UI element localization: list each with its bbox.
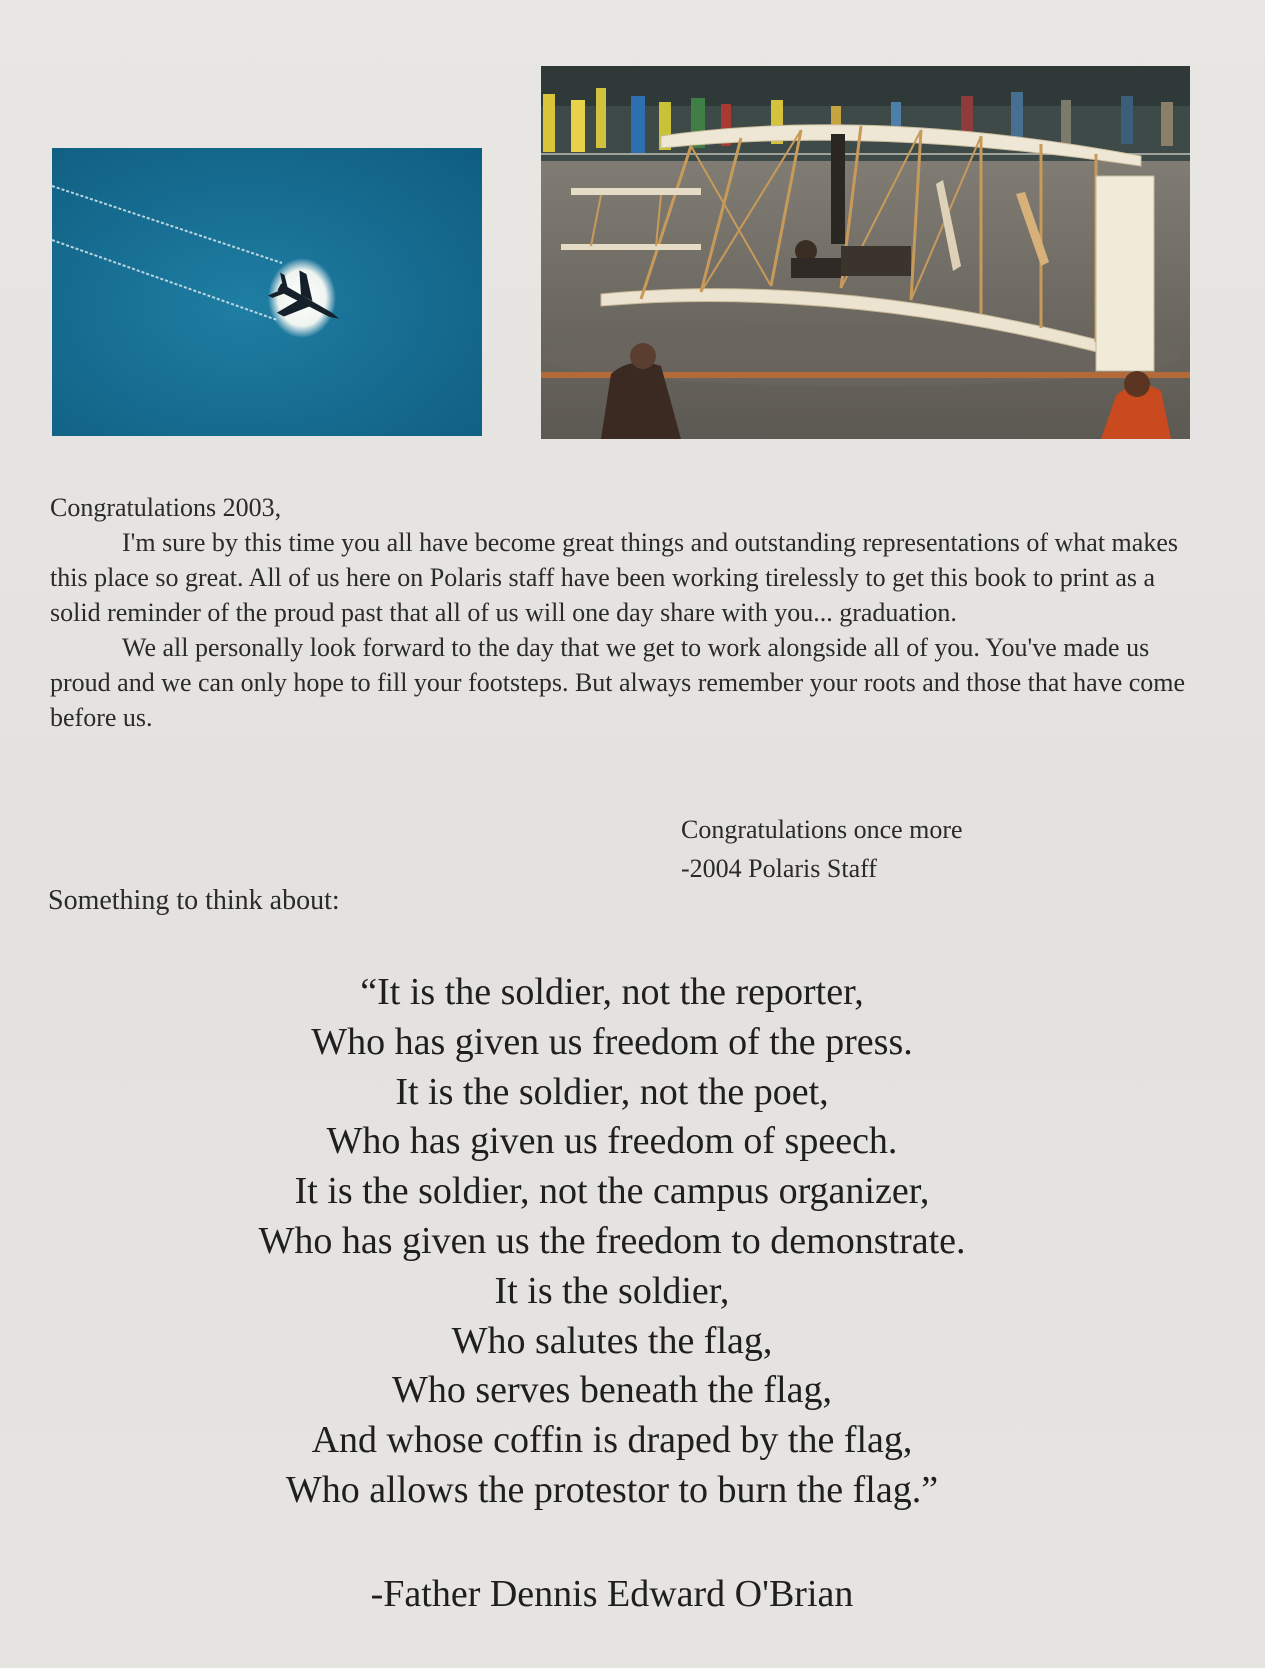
quote-line: Who has given us freedom of speech. xyxy=(326,1120,898,1163)
letter-paragraph-2: We all personally look forward to the day that we get to work alongside all of you. You've made us proud and we can only hope to fill your footsteps. But always remember your roots and those that have come before us. xyxy=(50,633,1186,732)
quote-line: Who has given us the freedom to demonstrate. xyxy=(258,1219,966,1262)
letter-closing: Congratulations once more xyxy=(681,815,963,844)
quote-attribution: -Father Dennis Edward O'Brian xyxy=(370,1573,854,1615)
quote-line: Who salutes the flag, xyxy=(451,1319,773,1362)
letter-greeting: Congratulations 2003, xyxy=(50,493,282,522)
quote-line: It is the soldier, xyxy=(494,1269,730,1312)
quote-line: Who has given us freedom of the press. xyxy=(311,1020,913,1063)
soldier-quote xyxy=(112,968,1112,1516)
quote-line: “It is the soldier, not the reporter, xyxy=(360,971,864,1013)
biplane-photo xyxy=(541,66,1190,439)
quote-line: Who serves beneath the flag, xyxy=(392,1369,832,1412)
jet-photo xyxy=(52,148,482,436)
biplane-icon xyxy=(541,66,1190,439)
jet-icon xyxy=(52,148,482,436)
letter-signoff xyxy=(681,810,963,888)
quote-line: It is the soldier, not the poet, xyxy=(395,1070,829,1113)
letter-body xyxy=(50,490,1190,735)
quote-line: And whose coffin is draped by the flag, xyxy=(311,1419,913,1462)
letter-signature: -2004 Polaris Staff xyxy=(681,854,877,883)
letter-paragraph-1: I'm sure by this time you all have become great things and outstanding representations of what makes this place so great. All of us here on Polaris staff have been working tirelessly to get this book to print as a solid reminder of the proud past that all of us will one day share with you... graduation. xyxy=(50,528,1178,627)
quote-line: It is the soldier, not the campus organizer, xyxy=(294,1170,930,1213)
quote-line: Who allows the protestor to burn the flag.” xyxy=(285,1468,939,1511)
think-heading: Something to think about: xyxy=(48,885,340,916)
